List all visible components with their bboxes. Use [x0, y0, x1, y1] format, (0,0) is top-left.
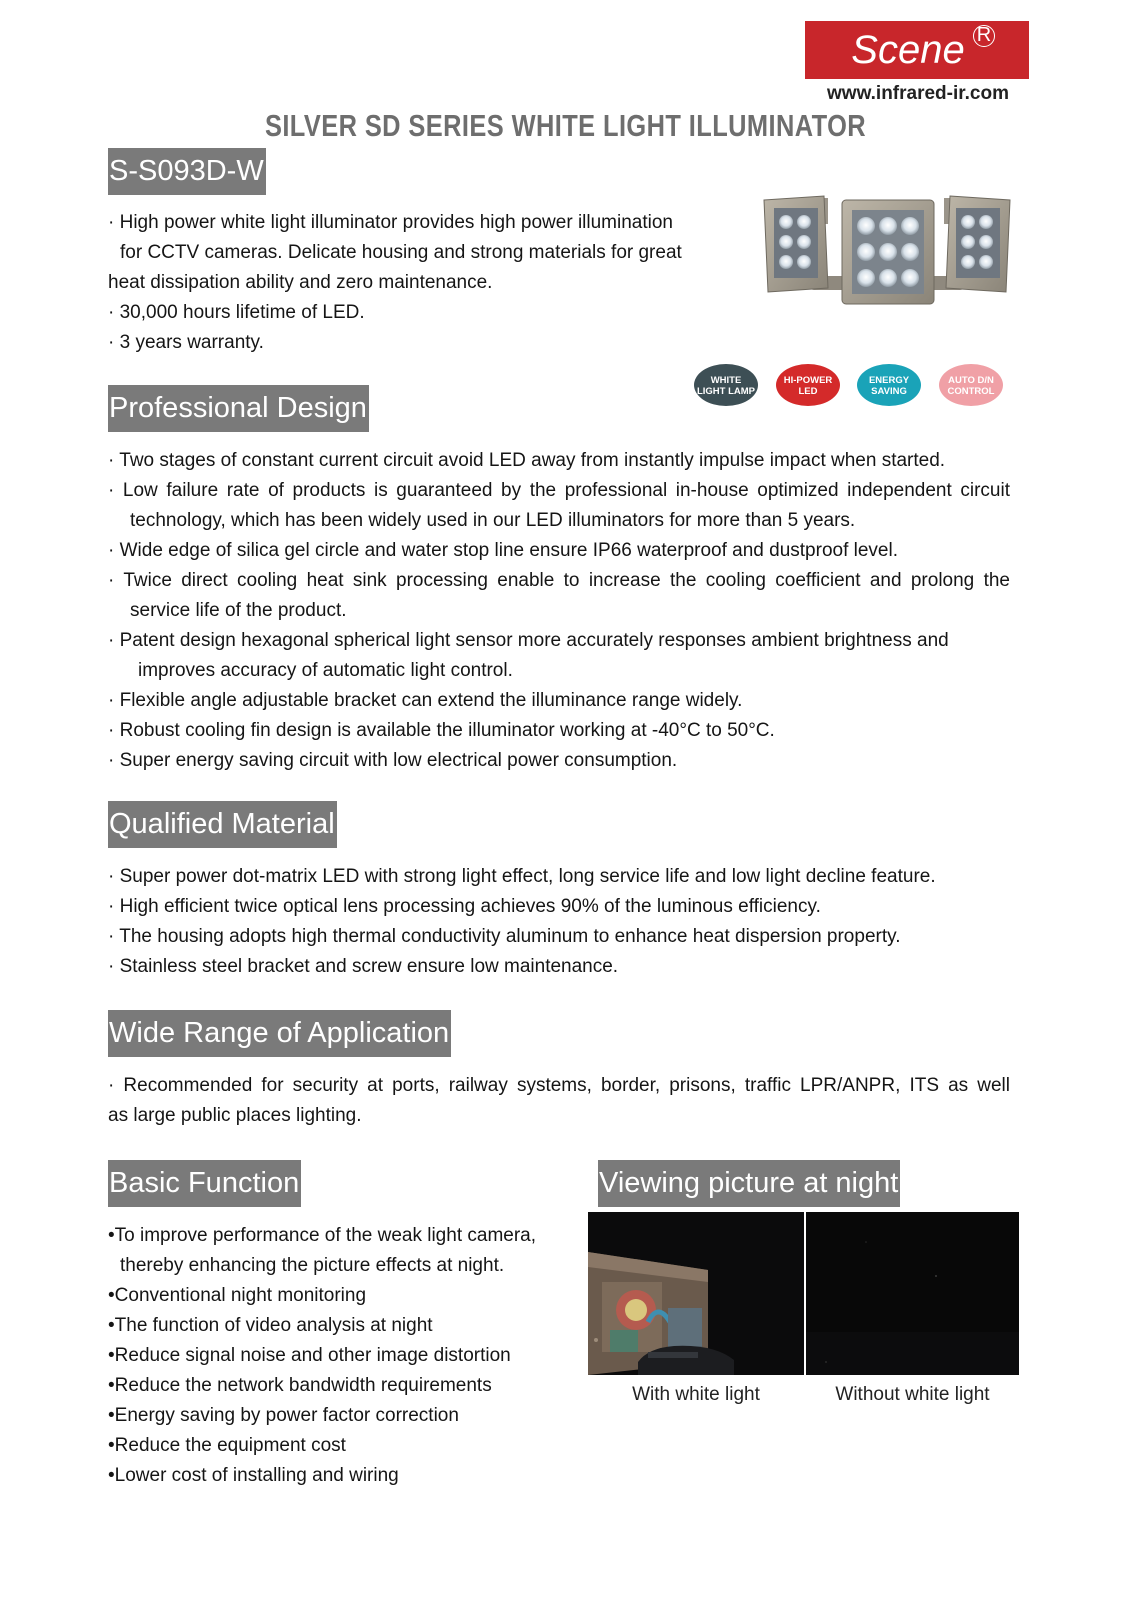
- basic-function-list: [108, 1221, 578, 1491]
- page-title: SILVER SD SERIES WHITE LIGHT ILLUMINATOR: [264, 108, 867, 143]
- application-text: [108, 1071, 1010, 1131]
- list-item: · Patent design hexagonal spherical light sensor more accurately responses ambient brightness and: [108, 630, 949, 651]
- badge-text: SAVING: [871, 385, 907, 397]
- list-item: •Reduce signal noise and other image distortion: [108, 1345, 511, 1366]
- basic-function-heading: Basic Function: [108, 1160, 301, 1207]
- list-item: · Stainless steel bracket and screw ensure low maintenance.: [108, 956, 619, 977]
- model-line: · 30,000 hours lifetime of LED.: [108, 302, 365, 323]
- white-light-lamp-badge: [694, 364, 758, 406]
- list-item: · Flexible angle adjustable bracket can extend the illuminance range widely.: [108, 690, 743, 711]
- list-item: •Conventional night monitoring: [108, 1285, 367, 1306]
- night-photo-with-light: [588, 1212, 804, 1375]
- night-view-heading: Viewing picture at night: [598, 1160, 900, 1207]
- caption-with-light: With white light: [632, 1384, 760, 1405]
- list-item: technology, which has been widely used in our LED illuminators for more than 5 years.: [130, 510, 856, 531]
- hi-power-led-badge: [776, 364, 840, 406]
- list-item: •The function of video analysis at night: [108, 1315, 433, 1336]
- qualified-material-list: [108, 862, 1010, 982]
- badge-text: CONTROL: [947, 385, 995, 397]
- list-item: as large public places lighting.: [108, 1105, 362, 1126]
- badge-text: LIGHT LAMP: [696, 385, 756, 397]
- badge-text: ENERGY: [868, 374, 910, 386]
- auto-dn-control-badge: [939, 364, 1003, 406]
- registered-mark-icon: R: [973, 25, 995, 47]
- energy-saving-badge: [857, 364, 921, 406]
- qualified-material-heading: Qualified Material: [108, 801, 337, 848]
- list-item: · The housing adopts high thermal conductivity aluminum to enhance heat dispersion property.: [108, 926, 901, 947]
- badge-text: AUTO D/N: [948, 374, 994, 386]
- professional-design-list: [108, 446, 1010, 776]
- list-item: •To improve performance of the weak light camera,: [108, 1225, 537, 1246]
- list-item: · Two stages of constant current circuit avoid LED away from instantly impulse impact when started.: [108, 450, 946, 471]
- model-line: · 3 years warranty.: [108, 332, 264, 353]
- list-item: thereby enhancing the picture effects at night.: [120, 1255, 505, 1276]
- list-item: · Low failure rate of products is guaranteed by the professional in-house optimized independent circuit: [108, 480, 1010, 501]
- list-item: · Super energy saving circuit with low electrical power consumption.: [108, 750, 678, 771]
- model-line: for CCTV cameras. Delicate housing and strong materials for great: [120, 242, 682, 263]
- night-photo-without-light: [806, 1212, 1019, 1375]
- professional-design-heading: Professional Design: [108, 385, 369, 432]
- list-item: •Reduce the network bandwidth requirements: [108, 1375, 492, 1396]
- list-item: · Super power dot-matrix LED with strong light effect, long service life and low light decline feature.: [108, 866, 936, 887]
- list-item: · Wide edge of silica gel circle and water stop line ensure IP66 waterproof and dustproof level.: [108, 540, 898, 561]
- caption-without-light: Without white light: [835, 1384, 990, 1405]
- list-item: improves accuracy of automatic light control.: [138, 660, 513, 681]
- product-photo: [758, 192, 1016, 310]
- list-item: •Reduce the equipment cost: [108, 1435, 346, 1456]
- model-description: [108, 208, 748, 358]
- list-item: · Recommended for security at ports, railway systems, border, prisons, traffic LPR/ANPR, ITS as well: [108, 1075, 1010, 1096]
- list-item: •Lower cost of installing and wiring: [108, 1465, 399, 1486]
- model-heading: S-S093D-W: [108, 148, 266, 195]
- badge-text: LED: [798, 385, 818, 397]
- badge-text: HI-POWER: [783, 374, 833, 386]
- brand-logo: [805, 21, 1029, 79]
- website-link[interactable]: www.infrared-ir.com: [827, 83, 1009, 104]
- list-item: · High efficient twice optical lens processing achieves 90% of the luminous efficiency.: [108, 896, 821, 917]
- list-item: · Twice direct cooling heat sink processing enable to increase the cooling coefficient and prolong the: [108, 570, 1010, 591]
- logo-text: Scene: [851, 28, 965, 72]
- badge-text: WHITE: [710, 374, 742, 386]
- list-item: · Robust cooling fin design is available the illuminator working at -40°C to 50°C.: [108, 720, 775, 741]
- application-heading: Wide Range of Application: [108, 1010, 451, 1057]
- list-item: •Energy saving by power factor correction: [108, 1405, 459, 1426]
- list-item: service life of the product.: [130, 600, 347, 621]
- model-line: heat dissipation ability and zero maintenance.: [108, 272, 493, 293]
- model-line: · High power white light illuminator provides high power illumination: [108, 212, 673, 233]
